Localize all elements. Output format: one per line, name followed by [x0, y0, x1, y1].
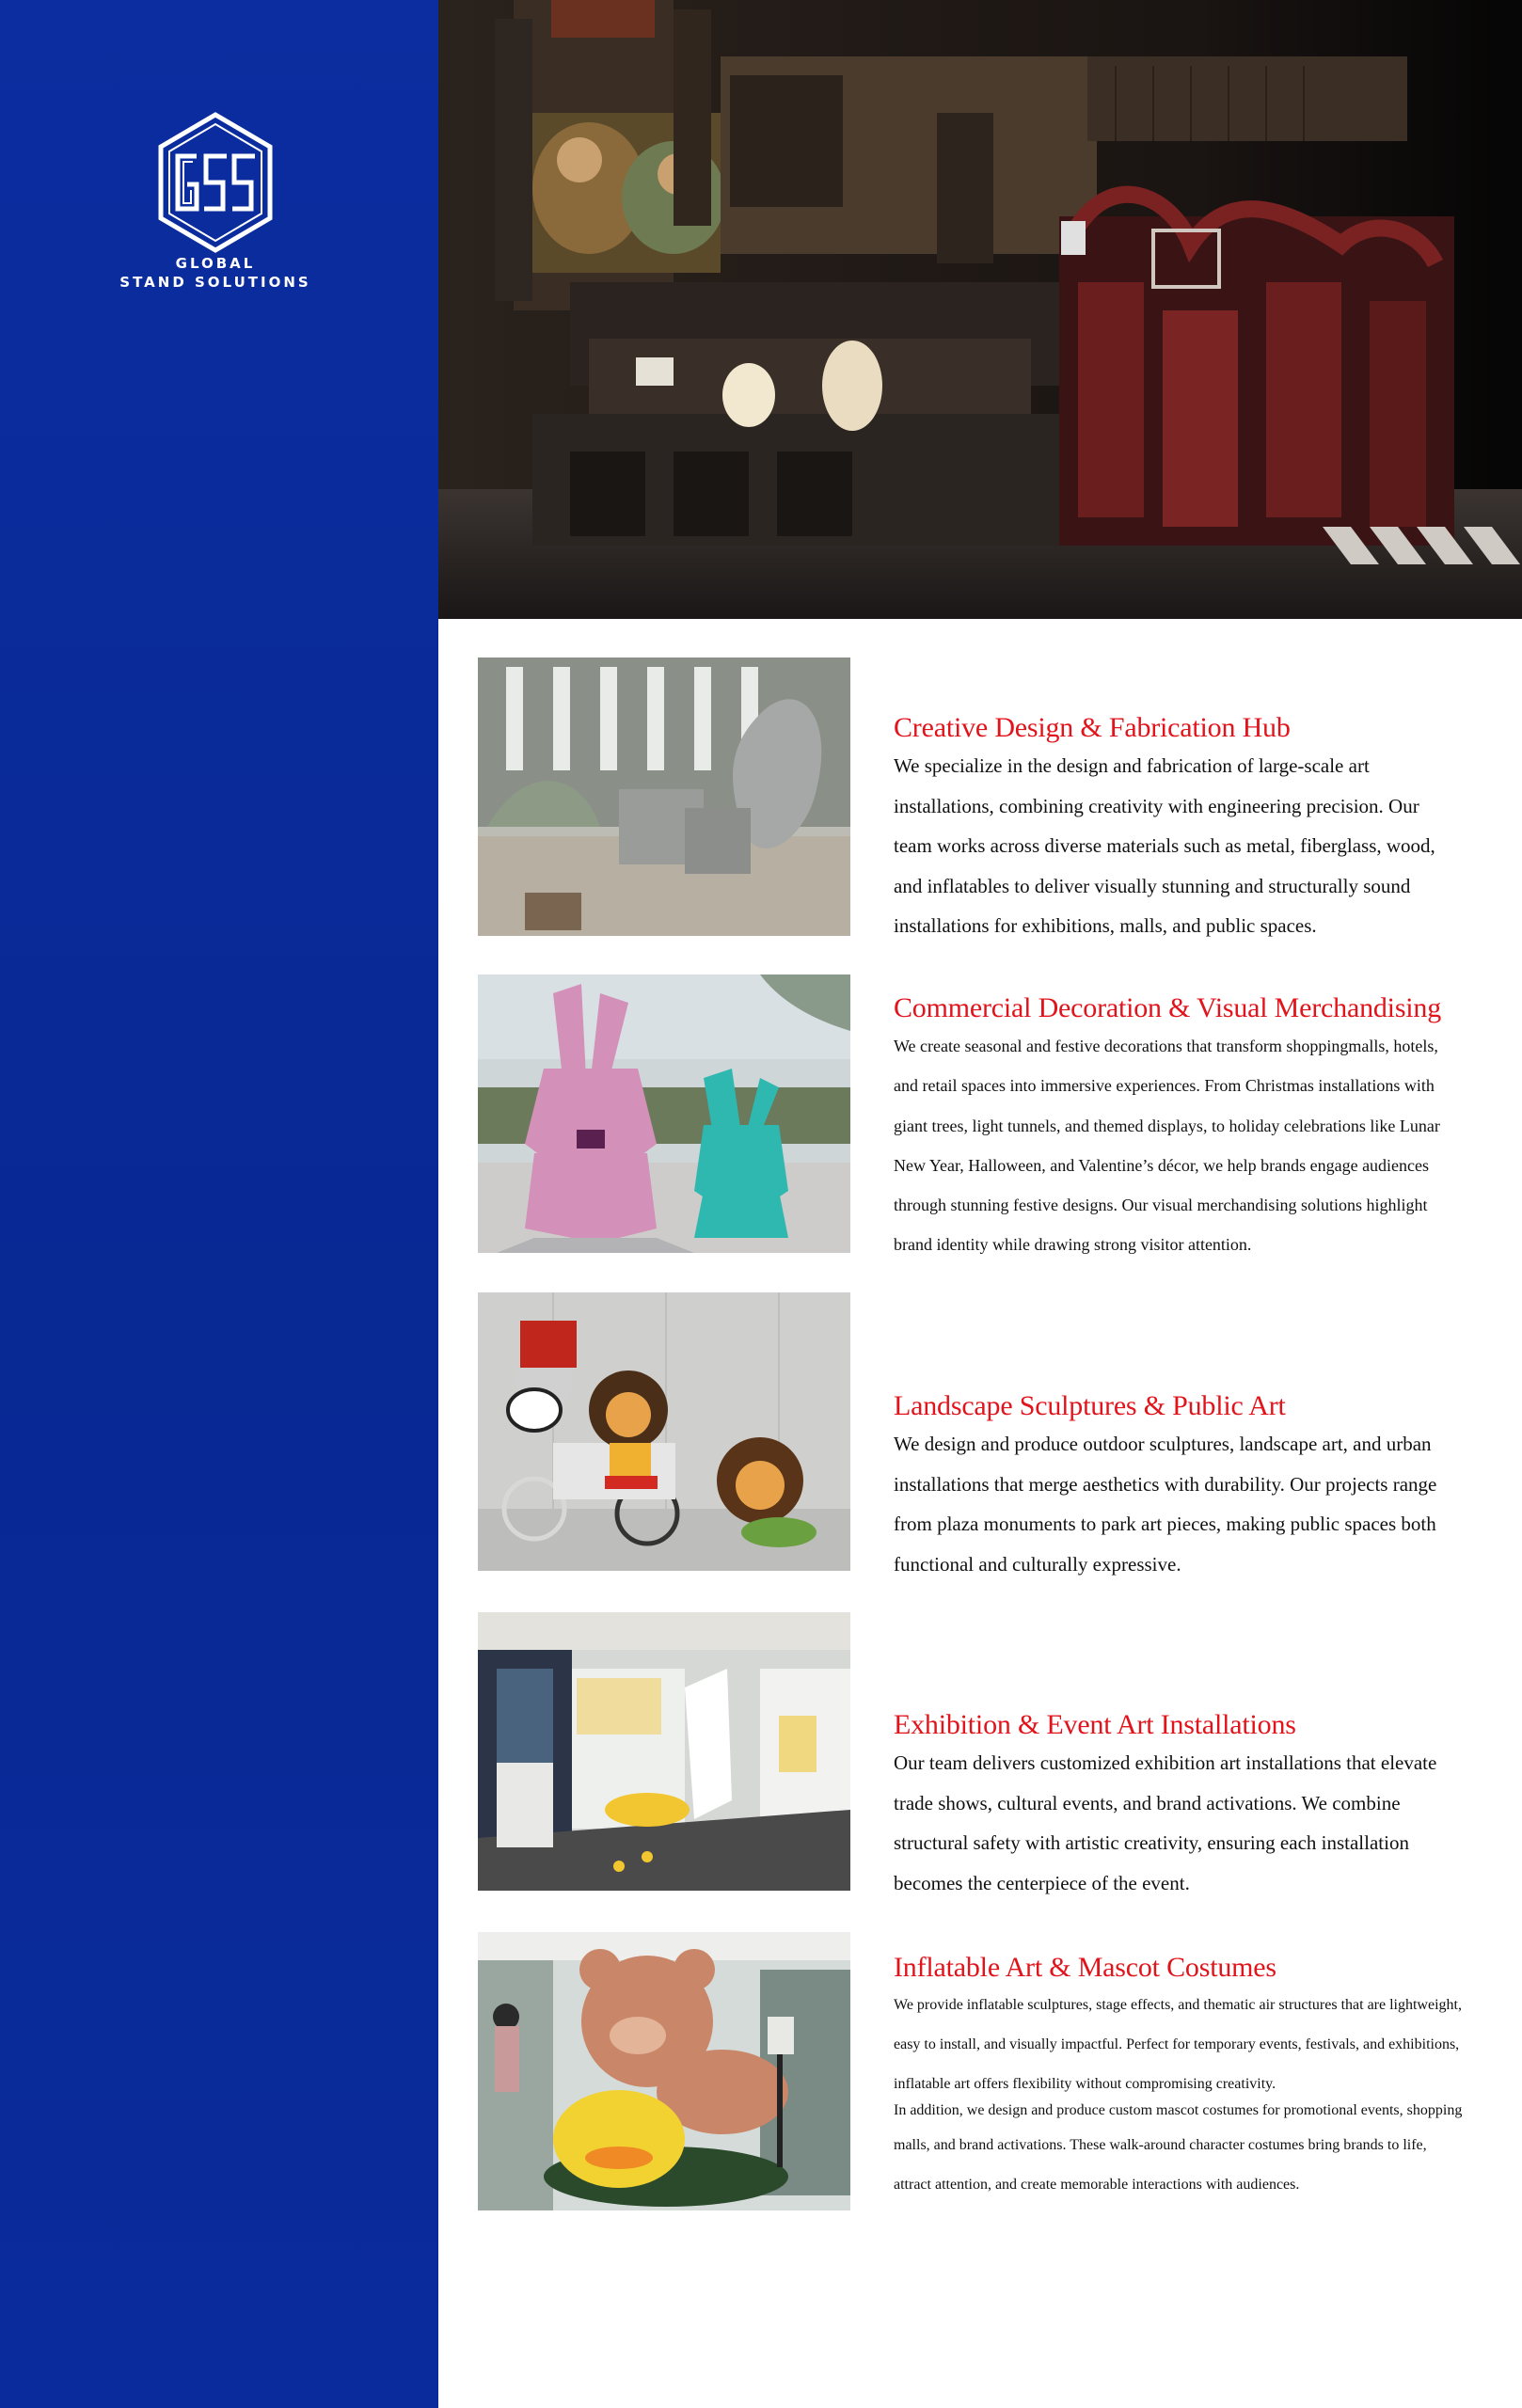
section-body: [894, 1424, 1514, 1584]
body-line: installations, combining creativity with engineering precision. Our: [894, 794, 1419, 817]
section-image: [478, 1292, 850, 1571]
section-body: [894, 1743, 1514, 1903]
brand-line-2: STAND SOLUTIONS: [119, 274, 311, 291]
body-line: brand identity while drawing strong visitor attention.: [894, 1235, 1252, 1255]
section-body: [894, 746, 1514, 946]
body-line: New Year, Halloween, and Valentine’s décor, we help brands engage audiences: [894, 1155, 1430, 1175]
geometric-rabbit-sculptures-photo-icon: [478, 974, 850, 1253]
body-line: giant trees, light tunnels, and themed displays, to holiday celebrations like Lunar: [894, 1116, 1440, 1135]
gss-hexagon-logo-icon: [155, 111, 276, 254]
inflatable-bear-duck-photo-icon: [478, 1932, 850, 2210]
section-landscape-sculptures: [894, 1388, 1514, 1584]
brand-logo: [92, 111, 339, 292]
body-line: and inflatables to deliver visually stunning and structurally sound: [894, 874, 1411, 897]
section-body: [894, 1026, 1514, 1265]
section-title: Landscape Sculptures & Public Art: [894, 1390, 1286, 1421]
body-line: We create seasonal and festive decorations that transform shoppingmalls, hotels,: [894, 1037, 1438, 1055]
section-title: Exhibition & Event Art Installations: [894, 1709, 1296, 1740]
sidebar: [0, 0, 438, 2408]
body-line: We design and produce outdoor sculptures, landscape art, and urban: [894, 1433, 1432, 1455]
section-title: Commercial Decoration & Visual Merchandising: [894, 992, 1442, 1023]
section-image: [478, 1932, 850, 2210]
hero-image: [438, 0, 1522, 619]
body-line: structural safety with artistic creativity, ensuring each installation: [894, 1831, 1409, 1854]
section-inflatable-art: [894, 1950, 1514, 2205]
body-line: attract attention, and create memorable interactions with audiences.: [894, 2177, 1300, 2194]
body-line: inflatable art offers flexibility without compromising creativity.: [894, 2075, 1276, 2092]
section-body: [894, 1986, 1514, 2205]
body-line: trade shows, cultural events, and brand activations. We combine: [894, 1791, 1401, 1814]
body-line: easy to install, and visually impactful. Perfect for temporary events, festivals, and exhibitions,: [894, 2036, 1460, 2052]
body-line: through stunning festive designs. Our visual merchandising solutions highlight: [894, 1196, 1428, 1215]
section-title: Inflatable Art & Mascot Costumes: [894, 1952, 1276, 1983]
fabrication-workshop-photo-icon: [478, 657, 850, 936]
section-image: [478, 1612, 850, 1891]
exhibition-installation-photo-icon: [478, 1612, 850, 1891]
body-line: team works across diverse materials such as metal, fiberglass, wood,: [894, 834, 1435, 857]
exhibition-stand-photo-icon: [438, 0, 1522, 619]
body-line: becomes the centerpiece of the event.: [894, 1871, 1190, 1894]
body-line: Our team delivers customized exhibition art installations that elevate: [894, 1751, 1437, 1774]
section-exhibition-art: [894, 1707, 1514, 1903]
section-image: [478, 974, 850, 1253]
body-line: functional and culturally expressive.: [894, 1552, 1181, 1576]
body-line: We specialize in the design and fabrication of large-scale art: [894, 754, 1370, 777]
brand-line-1: GLOBAL: [175, 255, 256, 272]
body-line: We provide inflatable sculptures, stage effects, and thematic air structures that are lightweight,: [894, 1997, 1462, 2013]
body-line: installations that merge aesthetics with durability. Our projects range: [894, 1472, 1437, 1496]
body-line: malls, and brand activations. These walk-around character costumes bring brands to life,: [894, 2137, 1427, 2154]
section-commercial-decoration: [894, 990, 1514, 1265]
section-title: Creative Design & Fabrication Hub: [894, 712, 1291, 743]
section-creative-design: [894, 710, 1514, 946]
lion-sculptures-photo-icon: [478, 1292, 850, 1571]
body-line: from plaza monuments to park art pieces, making public spaces both: [894, 1513, 1436, 1535]
body-line: installations for exhibitions, malls, and public spaces.: [894, 914, 1317, 937]
body-line: In addition, we design and produce custom mascot costumes for promotional events, shopping: [894, 2102, 1463, 2119]
body-line: and retail spaces into immersive experiences. From Christmas installations with: [894, 1076, 1435, 1096]
section-image: [478, 657, 850, 936]
